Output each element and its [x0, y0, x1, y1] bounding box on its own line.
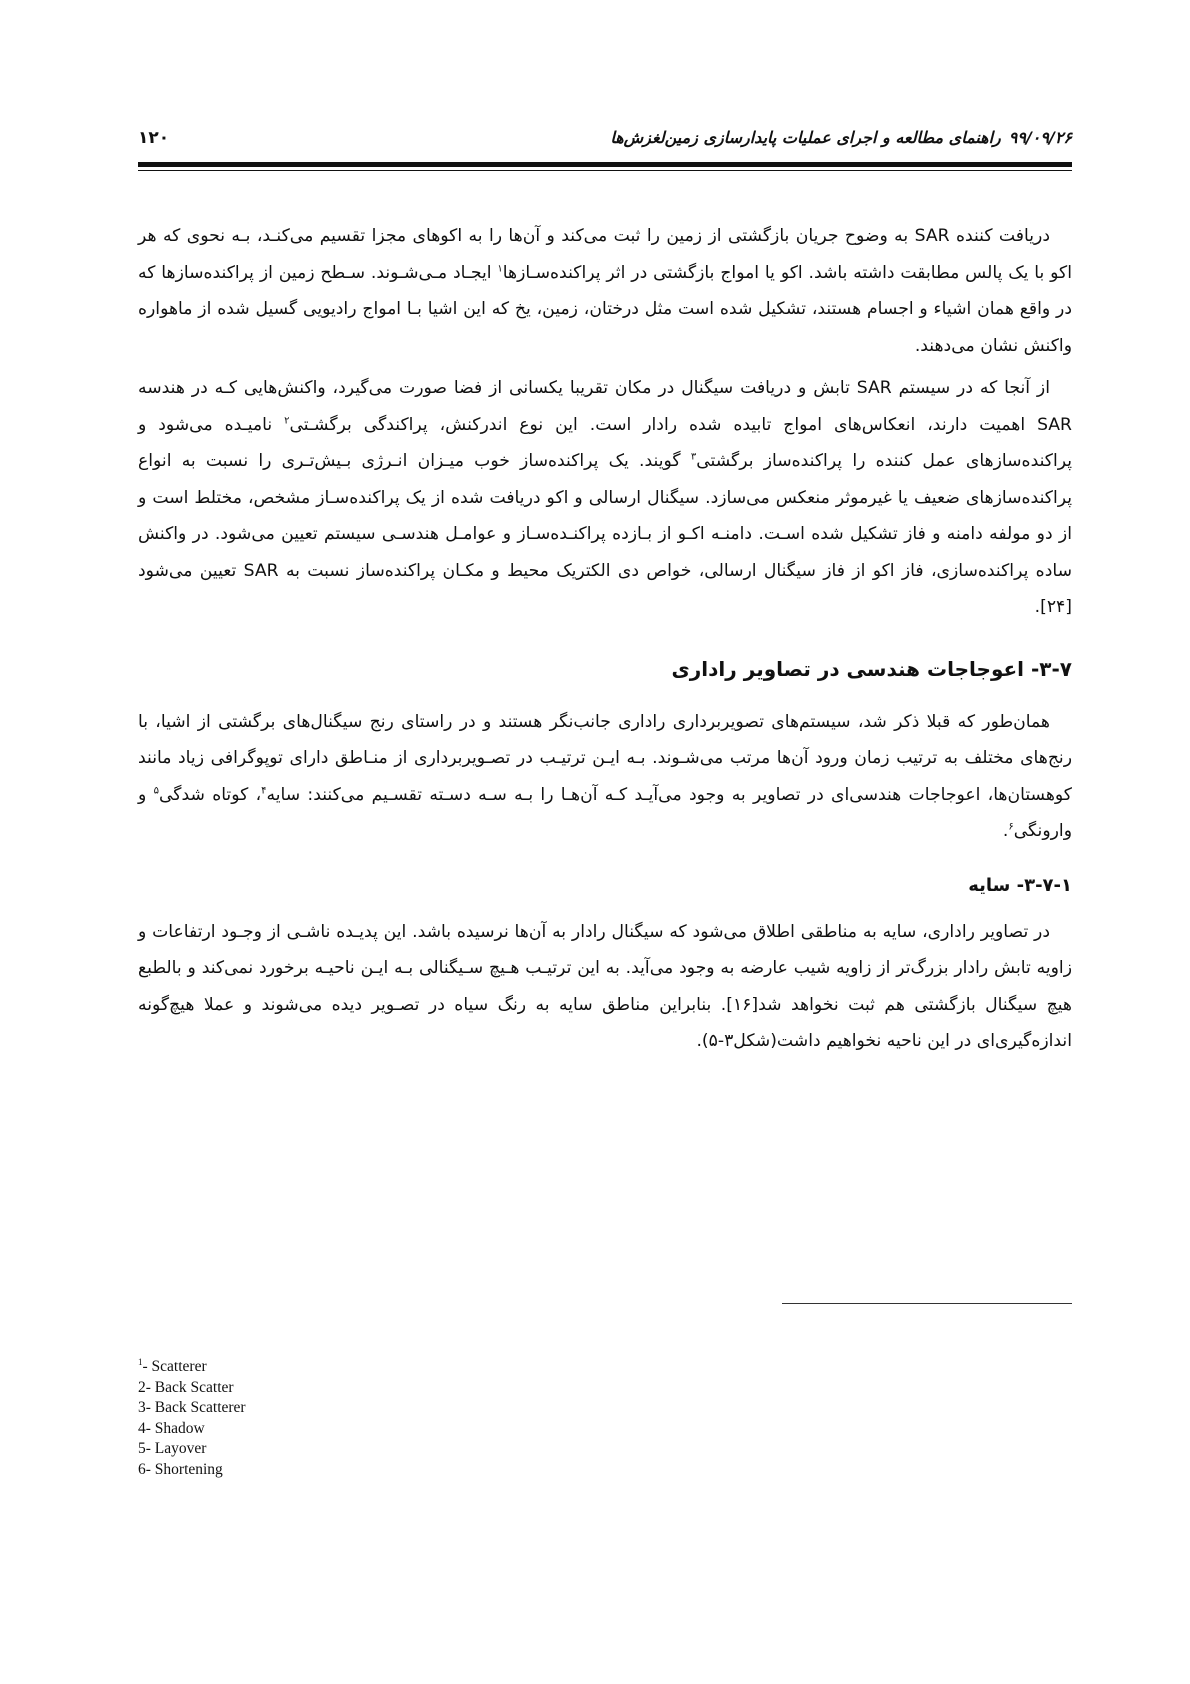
footnote-mark: ۳ — [690, 451, 697, 463]
paragraph-sar-receiver — [138, 218, 1072, 364]
paragraph-text: همان‌طور که قبلا ذکر شد، سیستم‌های تصویربرداری راداری جانب‌نگر هستند و در راستای رنج سیگنال‌های برگشتی از اشیا، با رنج‌های مختلف به ترتیب زمان ورود آن‌ها مرتب می‌شـوند. بـه ایـن ترتیـب در تصـویربرداری از منـاطق دارای توپوگرافی زیاد مانند کوهستان‌ها، اعوجاجات هندسی‌ای در تصاویر به وجود می‌آیـد کـه آن‌هـا را بـه سـه دسـته تقسـیم می‌کنند: سایه — [138, 711, 1072, 805]
subsection-heading: ۳-۷-۱- سایه — [968, 874, 1072, 896]
footnote-5: 5- Layover — [138, 1440, 207, 1458]
paragraph-text: گویند. یک پراکنده‌ساز خوب میـزان انـرژی بـیش‌تـری را نسبت به انواع پراکنده‌سازهای ضعیف یا غیرموثر منعکس می‌سازد. سیگنال ارسالی و اکو دریافت شده از یک پراکنده‌سـاز مشخص، مختلط است و از دو مولفه دامنه و فاز تشکیل شده اسـت. دامنـه اکـو از بـازده پراکنـده‌سـاز و عوامـل هندسـی سیستم تعیین می‌شود. در واکنش ساده پراکنده‌سازی، فاز اکو از فاز سیگنال ارسالی، خواص دی الکتریک محیط و مکـان پراکنده‌ساز نسبت به SAR تعیین می‌شود [۲۴]. — [138, 451, 1072, 617]
running-title — [610, 128, 1072, 147]
footnote-number: 1 — [138, 1357, 143, 1367]
footnote-mark: ۲ — [284, 414, 290, 426]
page-header — [138, 126, 1072, 156]
footnote-separator — [782, 1303, 1072, 1304]
section-heading: ۳-۷- اعوجاجات هندسی در تصاویر راداری — [671, 656, 1072, 681]
paragraph-text: ، کوتاه شدگی — [158, 784, 262, 805]
page-number: ۱۲۰ — [138, 128, 170, 148]
footnote-6: 6- Shortening — [138, 1460, 223, 1478]
paragraph-text: نامیـده می‌شود و پراکنده‌سازهای عمل کننده را پراکنده‌ساز برگشتی — [138, 414, 1072, 471]
header-title: راهنمای مطالعه و اجرای عملیات پایدارسازی زمین‌لغزش‌ها — [610, 128, 1001, 147]
footnote-mark: ۱ — [497, 262, 503, 274]
footnote-mark: ۶ — [1008, 821, 1014, 833]
footnote-mark: ۵ — [153, 784, 159, 796]
paragraph-backscatter — [138, 370, 1072, 626]
footnote-1 — [138, 1352, 246, 1378]
paragraph-shadow — [138, 914, 1072, 1060]
page-body — [138, 218, 1072, 1066]
header-rule-thick — [138, 162, 1072, 167]
footnote-4: 4- Shadow — [138, 1419, 205, 1437]
paragraph-text: از آنجا که در سیستم SAR تابش و دریافت سیگنال در مکان تقریبا یکسانی از فضا صورت می‌گیرد، واکنش‌هایی کـه در هندسه SAR اهمیت دارند، انعکاس‌های امواج تابیده شده رادار است. این نوع اندرکنش، پراکندگی برگشـتی — [138, 378, 1072, 435]
paragraph-text: در تصاویر راداری، سایه به مناطقی اطلاق می‌شود که سیگنال رادار به آن‌ها نرسیده باشد. این پدیـده ناشـی از وجـود ارتفاعات و زاویه تابش رادار بزرگ‌تر از زاویه شیب عارضه به وجود می‌آید. به این ترتیـب هـیچ سـیگنالی بـه ایـن ناحیـه برخورد نمی‌کند و بالطبع هیچ سیگنال بازگشتی هم ثبت نخواهد شد[۱۶]. بنابراین مناطق سایه به رنگ سیاه در تصـویر دیده می‌شوند و عملا هیچ‌گونه اندازه‌گیری‌ای در این ناحیه نخواهیم داشت(شکل۳-۵). — [138, 921, 1072, 1051]
paragraph-text: . — [1002, 821, 1009, 841]
paragraph-distortions — [138, 704, 1072, 850]
footnotes — [138, 1352, 246, 1480]
footnote-text: - Scatterer — [142, 1358, 207, 1376]
paragraph-text: و وارونگی — [138, 784, 1072, 841]
paragraph-text: دریافت کننده SAR به وضوح جریان بازگشتی از زمین را ثبت می‌کند و آن‌ها را به اکوهای مجزا تقسیم می‌کنـد، بـه نحوی که هر اکو با یک پالس مطابقت داشته باشد. اکو یا امواج بازگشتی در اثر پراکنده‌سـازها — [138, 226, 1072, 283]
footnote-2: 2- Back Scatter — [138, 1378, 234, 1396]
footnote-mark: ۴ — [261, 784, 267, 796]
footnote-3: 3- Back Scatterer — [138, 1399, 246, 1417]
paragraph-text: ایجـاد مـی‌شـوند. سـطح زمین از پراکنده‌سازها که در واقع همان اشیاء و اجسام هستند، تشکیل شده است مثل درختان، زمین، یخ که این اشیا بـا امواج رادیویی گسیل شده از ماهواره واکنش نشان می‌دهند. — [138, 262, 1072, 356]
header-rule-thin — [138, 170, 1072, 171]
header-date: ۹۹/۰۹/۲۶ — [1008, 128, 1072, 147]
